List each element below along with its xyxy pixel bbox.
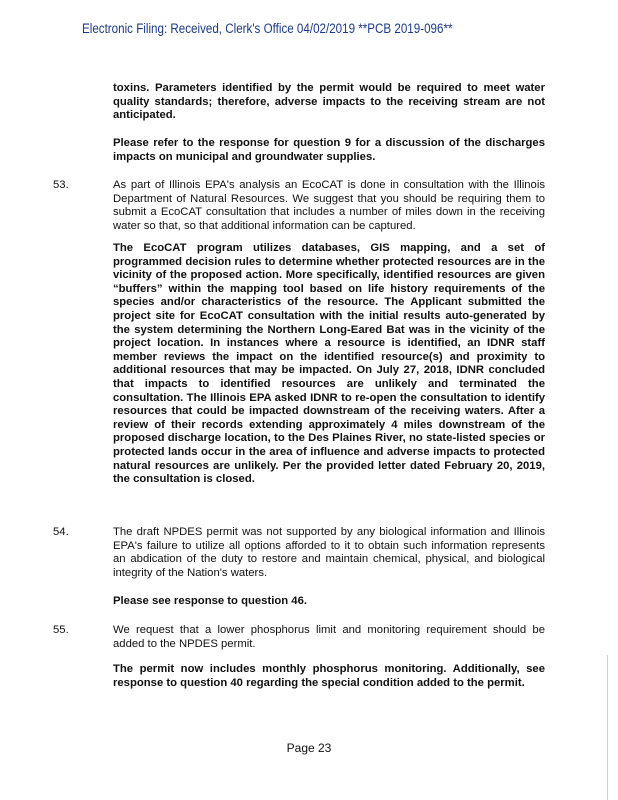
question-number-54: 54.	[53, 526, 69, 538]
response-54-text: Please see response to question 46.	[113, 595, 308, 607]
scan-edge-line	[607, 655, 608, 800]
response-55-text: The permit now includes monthly phosphorus monitoring. Additionally, see response to question 40 regarding the special condition added to the permit.	[113, 663, 545, 689]
question-55-text: We request that a lower phosphorus limit and monitoring requirement should be added to the NPDES permit.	[113, 624, 545, 650]
filing-stamp-header: Electronic Filing: Received, Clerk's Office 04/02/2019 **PCB 2019-096**	[82, 21, 453, 36]
page-number: Page 23	[286, 741, 332, 755]
question-number-53: 53.	[53, 179, 69, 191]
response-reference-q9: Please refer to the response for question 9 for a discussion of the discharges impacts on municipal and groundwater supplies.	[113, 137, 545, 163]
response-53-text: The EcoCAT program utilizes databases, GIS mapping, and a set of programmed decision rules to determine whether protected resources are in the vicinity of the proposed action. More specifically, identified resources are given “buffers” within the mapping tool based on life history requirements of the species and/or characteristics of the resource. The Applicant submitted the project site for EcoCAT consultation with the initial results auto-generated by the system determining the Northern Long-Eared Bat was in the vicinity of the project location. In instances where a resource is identified, an IDNR staff member reviews the impact on the identified resource(s) and proximity to additional resources that may be impacted. On July 27, 2018, IDNR concluded that impacts to identified resources are unlikely and terminated the consultation. The Illinois EPA asked IDNR to re-open the consultation to identify resources that could be impacted downstream of the receiving waters. After a review of their records extending approximately 4 miles downstream of the proposed discharge location, to the Des Plaines River, no state-listed species or protected lands occur in the area of influence and adverse impacts to protected natural resources are unlikely. Per the provided letter dated February 20, 2019, the consultation is closed.	[113, 242, 545, 486]
question-54-text: The draft NPDES permit was not supported by any biological information and Illinois EPA's failure to utilize all options afforded to it to obtain such information represents an abdication of the duty to restore and maintain chemical, physical, and biological integrity of the Nation's waters.	[113, 526, 545, 579]
response-continuation: toxins. Parameters identified by the permit would be required to meet water quality standards; therefore, adverse impacts to the receiving stream are not anticipated.	[113, 82, 545, 122]
question-53-text: As part of Illinois EPA's analysis an EcoCAT is done in consultation with the Illinois Department of Natural Resources. We suggest that you should be requiring them to submit a EcoCAT consultation that includes a number of miles down in the receiving water so that, so that additional information can be captured.	[113, 179, 545, 232]
question-number-55: 55.	[53, 624, 69, 636]
